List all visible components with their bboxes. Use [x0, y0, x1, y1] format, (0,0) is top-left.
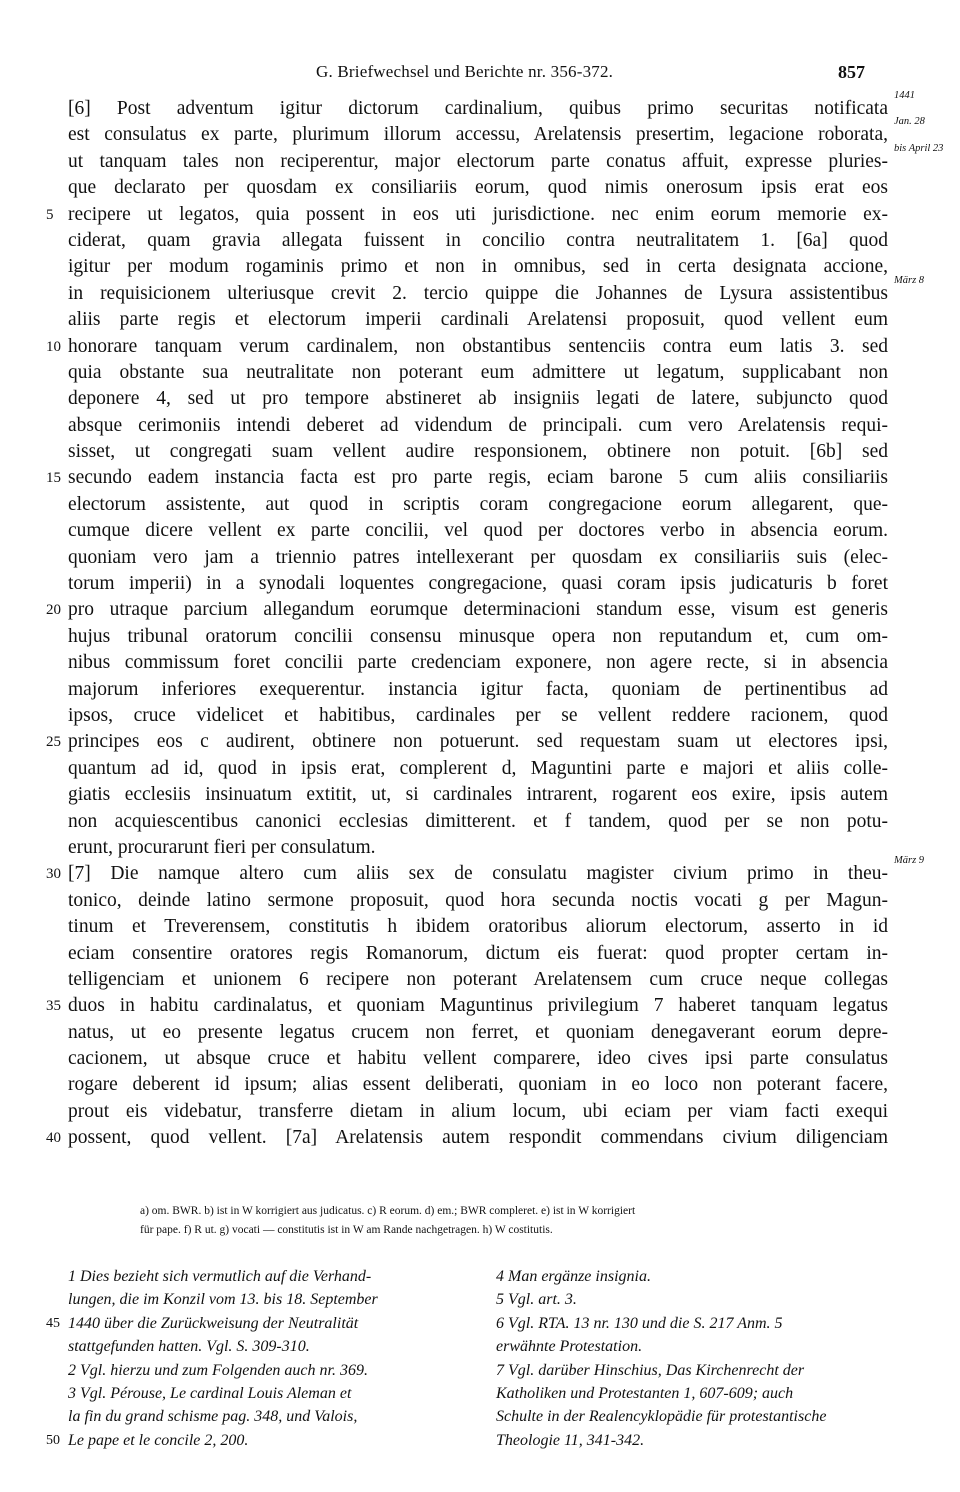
footnote-line [68, 1335, 468, 1358]
line-text: duos in habitu cardinalatus, et quoniam Maguntinus privilegium 7 haberet tanquam legatus [68, 995, 888, 1017]
footnote-text: erwähnte Protestation. [496, 1338, 643, 1356]
footnote-text: 4 Man ergänze insignia. [496, 1268, 651, 1285]
line-text: non acquiescentibus canonici ecclesias dimitterent. et f tandem, quod per se non potu- [68, 810, 888, 832]
footnote-text: 1440 über die Zurückweisung der Neutralität [68, 1314, 359, 1332]
footnote-text: 1 Dies bezieht sich vermutlich auf die Verhand- [68, 1268, 372, 1285]
text-line [0, 967, 960, 993]
line-text: pro utraque parcium allegandum eorumque determinacioni standum esse, visum est generis [68, 599, 888, 621]
line-text: natus, ut eo presente legatus crucem non ferret, et quoniam denegaverant eorum depre- [68, 1021, 888, 1043]
text-line [0, 941, 960, 967]
footnote-text: Schulte in der Realencyklopädie für protestantische [496, 1408, 827, 1426]
line-text: principes eos c audirent, obtinere non potuerunt. sed requestam suam ut electores ipsi, [68, 731, 888, 753]
text-line [0, 914, 960, 940]
footnote-text: 6 Vgl. RTA. 13 nr. 130 und die S. 217 Anm. 5 [496, 1314, 783, 1332]
line-text: tonico, deinde latino sermone proposuit, quod hora secunda noctis vocati g per Magun- [68, 889, 888, 911]
line-text: eciam consentire oratores regis Romanorum, dictum eis fuerat: quod propter certam in- [68, 942, 888, 964]
line-number: 10 [46, 338, 61, 355]
critical-apparatus [140, 1202, 830, 1240]
line-text: rogare deberent id ipsum; alias essent deliberati, quoniam in eo loco non poterant facere, [68, 1074, 888, 1096]
line-text: torum imperii) in a synodali loquentes congregacione, quasi coram ipsis judicaturis b foret [68, 573, 888, 595]
line-number: 35 [46, 998, 61, 1015]
text-line [0, 1046, 960, 1072]
line-text: electorum assistente, aut quod in scriptis coram congregacione eorum allegarent, que- [68, 493, 888, 515]
text-line [0, 1020, 960, 1046]
text-line [0, 413, 960, 439]
footnote-line [496, 1405, 906, 1428]
text-line [0, 888, 960, 914]
text-line [0, 855, 960, 887]
footnote-line [496, 1288, 906, 1311]
footnote-text: stattgefunden hatten. Vgl. S. 309-310. [68, 1338, 310, 1356]
margin-date-note: Jan. 28 [894, 116, 925, 128]
text-line [0, 1125, 960, 1151]
footnote-line [46, 1429, 468, 1452]
text-line [0, 518, 960, 544]
line-text: giatis ecclesiis insinuatum extitit, ut, si cardinales intrarent, rogarent eos exire, ipsis autem [68, 784, 888, 806]
text-line [0, 782, 960, 808]
text-line [0, 360, 960, 386]
line-text: igitur per modum rogaminis primo et non in omnibus, sed in certa designata accione, [68, 256, 888, 278]
text-line [0, 307, 960, 333]
line-text: majorum inferiores exequerentur. instancia igitur facta, quoniam de pertinentibus ad [68, 678, 888, 700]
line-text: absque cerimoniis intendi deberet ad videndum de principali. cum vero Arelatensis requi- [68, 414, 888, 436]
text-line [0, 677, 960, 703]
text-line [0, 90, 960, 122]
text-line [0, 703, 960, 729]
text-line [0, 835, 960, 861]
margin-date-note: März 8 [894, 274, 925, 286]
text-line [0, 1072, 960, 1098]
line-number: 20 [46, 602, 61, 619]
line-text: in requisicionem ulteriusque crevit 2. tercio quippe die Johannes de Lysura assistentibus [68, 282, 888, 304]
text-line [0, 729, 960, 755]
footnote-text: Katholiken und Protestanten 1, 607-609; auch [496, 1384, 794, 1402]
text-line [0, 202, 960, 228]
line-text: ipsos, cruce videlicet et habitibus, cardinales per se vellent reddere racionem, quod [68, 704, 888, 726]
text-line [0, 175, 960, 201]
text-line [0, 254, 960, 280]
line-text: telligenciam et unionem 6 recipere non poterant Arelatensem cum cruce neque collegas [68, 968, 888, 990]
footnote-line [496, 1312, 906, 1335]
line-number: 25 [46, 734, 61, 751]
line-text: [6] Post adventum igitur dictorum cardinalium, quibus primo securitas notificata [68, 98, 888, 119]
line-number: 30 [46, 866, 61, 883]
line-text: honorare tanquam verum cardinalem, non obstantibus sentenciis contra eum latis 3. sed [68, 335, 888, 357]
line-text: tinum et Treverensem, constitutis h ibidem oratoribus aliorum electorum, asserto in id [68, 916, 888, 938]
line-text: [7] Die namque altero cum aliis sex de consulatu magister civium primo in theu- [68, 863, 888, 885]
footnote-text: 7 Vgl. darüber Hinschius, Das Kirchenrecht der [496, 1361, 805, 1379]
text-line [0, 228, 960, 254]
apparatus-line: a) om. BWR. b) ist in W korrigiert aus judicatus. c) R eorum. d) em.; BWR compleret. e) ist in W korrigiert [140, 1205, 636, 1217]
text-line [0, 142, 960, 175]
footnote-line [496, 1335, 906, 1358]
footnote-text: lungen, die im Konzil vom 13. bis 18. September [68, 1291, 378, 1309]
text-line [0, 571, 960, 597]
line-number: 15 [46, 470, 61, 487]
footnotes-right-column [496, 1265, 906, 1452]
footnote-line [68, 1405, 468, 1428]
line-text: quia obstante sua neutralitate non poterant eum admittere ut legatum, supplicabant non [68, 361, 888, 383]
text-line [0, 492, 960, 518]
text-line [0, 545, 960, 571]
text-line [0, 1099, 960, 1125]
line-text: que declarato per quosdam ex consiliariis eorum, quod nimis onerosum ipsis erat eos [68, 177, 888, 199]
line-text: ut tanquam tales non reciperentur, major electorum parte conatus affuit, expresse pluries- [68, 150, 888, 172]
line-number: 40 [46, 1130, 61, 1147]
line-number: 45 [46, 1315, 60, 1331]
apparatus-line: für pape. f) R ut. g) vocati — constitutis ist in W am Rande nachgetragen. h) W costitutis. [140, 1224, 553, 1236]
line-text: quoniam vero jam a triennio patres intellexerant per quosdam ex consiliariis suis (elec- [68, 546, 888, 568]
footnote-text: la fin du grand schisme pag. 348, und Valois, [68, 1408, 358, 1426]
line-text: deponere 4, sed ut pro tempore abstineret ab insigniis legati de latere, subjuncto quod [68, 388, 888, 410]
line-text: est consulatus ex parte, plurimum illorum accessu, Arelatensis presertim, legacione roborata, [68, 124, 888, 146]
text-line [0, 650, 960, 676]
text-line [0, 624, 960, 650]
line-text: erunt, procurarunt fieri per consulatum. [68, 836, 376, 858]
line-number: 5 [46, 206, 54, 223]
line-number: 50 [46, 1432, 60, 1448]
line-text: sisset, ut congregati suam vellent audire responsionem, obtinere non potuit. [6b] sed [68, 441, 888, 463]
footnote-line [46, 1312, 468, 1335]
main-text [0, 90, 960, 1152]
page-header [0, 62, 960, 86]
footnote-line [496, 1382, 906, 1405]
text-line [0, 334, 960, 360]
footnote-text: 3 Vgl. Pérouse, Le cardinal Louis Aleman et [68, 1384, 352, 1402]
margin-date-note: März 9 [894, 855, 925, 867]
text-line [0, 809, 960, 835]
margin-date-note: bis April 23 [894, 142, 944, 154]
text-line [0, 386, 960, 412]
footnote-text: 5 Vgl. art. 3. [496, 1291, 577, 1309]
line-text: nibus commissum foret concilii parte credenciam exponere, non agere recte, si in absencia [68, 652, 888, 674]
margin-date-note: 1441 [894, 90, 915, 101]
footnote-text: Theologie 11, 341-342. [496, 1431, 645, 1449]
footnote-line [68, 1265, 468, 1288]
text-line [0, 465, 960, 491]
page-number: 857 [838, 62, 865, 82]
footnote-line [68, 1382, 468, 1405]
running-head: G. Briefwechsel und Berichte nr. 356-372. [316, 62, 614, 81]
text-line [0, 993, 960, 1019]
text-line [0, 756, 960, 782]
footnote-text: 2 Vgl. hierzu und zum Folgenden auch nr. 369. [68, 1361, 368, 1379]
line-text: cumque dicere vellent ex parte concilii, vel quod per doctores verbo in absencia eorum. [68, 520, 888, 542]
footnote-line [496, 1359, 906, 1382]
footnote-text: Le pape et le concile 2, 200. [68, 1431, 249, 1449]
line-text: hujus tribunal oratorum concilii consensu minusque opera non reputandum et, cum om- [68, 625, 888, 647]
line-text: ciderat, quam gravia allegata fuissent in concilio contra neutralitatem 1. [6a] quod [68, 229, 888, 251]
line-text: quantum ad id, quod in ipsis erat, complerent d, Maguntini parte e majori et aliis colle- [68, 757, 888, 779]
text-line [0, 274, 960, 307]
line-text: possent, quod vellent. [7a] Arelatensis autem respondit commendans civium diligenciam [68, 1127, 888, 1149]
text-line [0, 439, 960, 465]
footnote-line [68, 1288, 468, 1311]
line-text: recipere ut legatos, quia possent in eos uti jurisdictione. nec enim eorum memorie ex- [68, 203, 888, 225]
line-text: secundo eadem instancia facta est pro parte regis, eciam barone 5 cum aliis consiliariis [68, 467, 888, 489]
footnote-line [68, 1359, 468, 1382]
footnotes-left-column [46, 1265, 468, 1452]
text-line [0, 116, 960, 148]
footnote-line [496, 1429, 906, 1452]
footnote-line [496, 1265, 906, 1288]
line-text: cacionem, ut absque cruce et habitu vellent comparere, ideo cives ipsi parte consulatus [68, 1048, 888, 1070]
text-line [0, 597, 960, 623]
line-text: aliis parte regis et electorum imperii cardinali Arelatensi proposuit, quod vellent eum [68, 309, 888, 331]
line-text: prout eis videbatur, transferre dietam in alium locum, ubi eciam per viam facti exequi [68, 1100, 888, 1122]
